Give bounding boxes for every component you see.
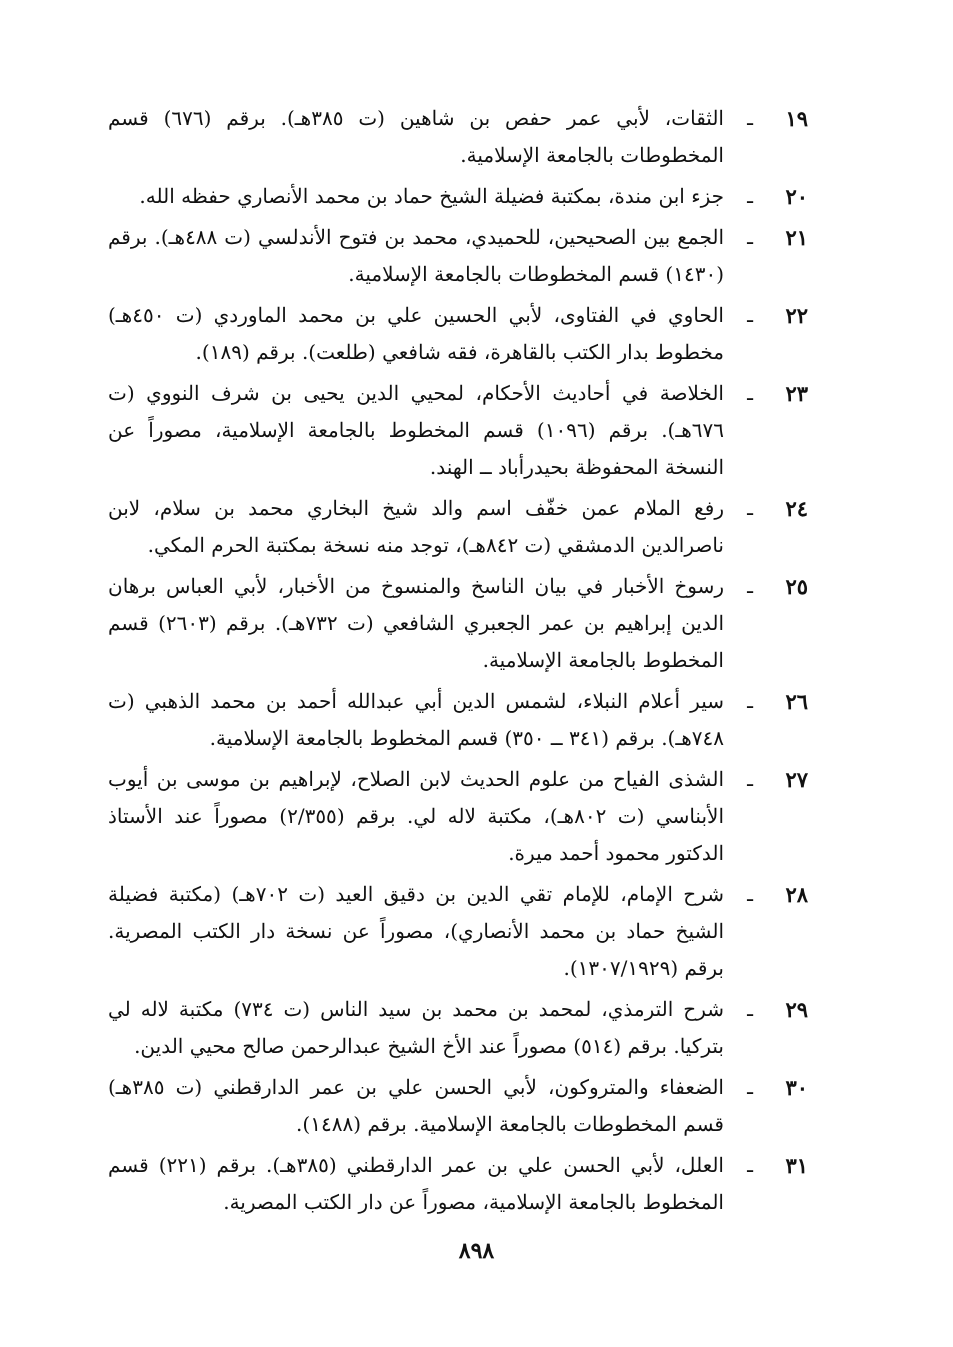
page-number: ٨٩٨	[458, 1238, 495, 1264]
bibliography-entry	[108, 761, 808, 872]
bibliography-entry	[108, 219, 808, 293]
entry-number: ٢٤	[785, 496, 808, 521]
entry-dash: ـ	[747, 381, 753, 405]
entry-text: العلل، لأبي الحسن علي بن عمر الدارقطني (٣٨٥هـ). برقم (٢٢١) قسم المخطوط بالجامعة الإسلامية، مصوراً عن دار الكتب المصرية.	[108, 1153, 724, 1214]
entry-text: رفع الملام عمن خفّف اسم والد شيخ البخاري محمد بن سلام، لابن ناصرالدين الدمشقي (ت ٨٤٢هـ)، توجد منه نسخة بمكتبة الحرم المكي.	[108, 496, 724, 557]
entry-number: ٢٥	[785, 574, 808, 599]
entry-number: ٣٠	[785, 1075, 808, 1100]
entry-number: ٢٣	[785, 381, 808, 406]
entry-number: ٢٠	[785, 184, 808, 209]
entry-dash: ـ	[747, 882, 753, 906]
bibliography-list	[108, 100, 808, 1225]
entry-number: ٢٧	[785, 767, 808, 792]
entry-text: شرح الإمام، للإمام تقي الدين بن دقيق العيد (ت ٧٠٢هـ) (مكتبة فضيلة الشيخ حماد بن محمد الأنصاري)، مصوراً عن نسخة دار الكتب المصرية. برقم (١٣٠٧/١٩٢٩).	[108, 882, 724, 980]
entry-dash: ـ	[747, 106, 753, 130]
entry-text: شرح الترمذي، لمحمد بن محمد بن سيد الناس (ت ٧٣٤) مكتبة لاله لي بتركيا. برقم (٥١٤) مصوراً عند الأخ الشيخ عبدالرحمن صالح محيي الدين.	[108, 997, 724, 1058]
bibliography-entry	[108, 178, 808, 215]
entry-dash: ـ	[747, 767, 753, 791]
entry-number: ٢١	[785, 225, 808, 250]
bibliography-entry	[108, 297, 808, 371]
entry-number: ٣١	[785, 1153, 808, 1178]
entry-text: الحاوي في الفتاوى، لأبي الحسين علي بن محمد الماوردي (ت ٤٥٠هـ) مخطوط بدار الكتب بالقاهرة، فقه شافعي (طلعت). برقم (١٨٩).	[108, 303, 724, 364]
bibliography-entry	[108, 100, 808, 174]
entry-text: جزء ابن مندة، بمكتبة فضيلة الشيخ حماد بن محمد الأنصاري حفظه الله.	[139, 184, 724, 208]
entry-dash: ـ	[747, 225, 753, 249]
entry-dash: ـ	[747, 1153, 753, 1177]
entry-number: ٢٦	[785, 689, 808, 714]
bibliography-entry	[108, 1147, 808, 1221]
entry-text: الثقات، لأبي عمر حفص بن شاهين (ت ٣٨٥هـ). برقم (٦٧٦) قسم المخطوطات بالجامعة الإسلامية.	[108, 106, 724, 167]
entry-text: الضعفاء والمتروكون، لأبي الحسن علي بن عمر الدارقطني (ت ٣٨٥هـ) قسم المخطوطات بالجامعة الإسلامية. برقم (١٤٨٨).	[108, 1075, 724, 1136]
entry-number: ٢٩	[785, 997, 808, 1022]
entry-dash: ـ	[747, 1075, 753, 1099]
entry-text: الشذى الفياح من علوم الحديث لابن الصلاح، لإبراهيم بن موسى بن أيوب الأبناسي (ت ٨٠٢هـ)، مكتبة لاله لي. برقم (٢/٣٥٥) مصوراً عند الأستاذ الدكتور محمود أحمد ميرة.	[108, 767, 725, 865]
entry-dash: ـ	[747, 574, 753, 598]
entry-dash: ـ	[747, 689, 753, 713]
bibliography-entry	[108, 490, 808, 564]
entry-number: ٢٢	[785, 303, 808, 328]
entry-text: الجمع بين الصحيحين، للحميدي، محمد بن فتوح الأندلسي (ت ٤٨٨هـ). برقم (١٤٣٠) قسم المخطوطات بالجامعة الإسلامية.	[108, 225, 724, 286]
entry-text: سير أعلام النبلاء، لشمس الدين أبي عبدالله أحمد بن محمد الذهبي (ت ٧٤٨هـ). برقم (٣٤١ ــ ٣٥٠) قسم المخطوط بالجامعة الإسلامية.	[108, 689, 724, 750]
bibliography-entry	[108, 683, 808, 757]
bibliography-entry	[108, 375, 808, 486]
entry-dash: ـ	[747, 997, 753, 1021]
entry-dash: ـ	[747, 303, 753, 327]
bibliography-entry	[108, 991, 808, 1065]
entry-dash: ـ	[747, 184, 753, 208]
entry-text: الخلاصة في أحاديث الأحكام، لمحيي الدين يحيى بن شرف النووي (ت ٦٧٦هـ). برقم (١٠٩٦) قسم المخطوط بالجامعة الإسلامية، مصوراً عن النسخة المحفوظة بحيدرأباد ــ الهند.	[108, 381, 725, 479]
entry-dash: ـ	[747, 496, 753, 520]
entry-number: ١٩	[785, 106, 808, 131]
bibliography-entry	[108, 876, 808, 987]
entry-number: ٢٨	[785, 882, 808, 907]
entry-text: رسوخ الأخبار في بيان الناسخ والمنسوخ من الأخبار، لأبي العباس برهان الدين إبراهيم بن عمر الجعبري الشافعي (ت ٧٣٢هـ). برقم (٢٦٠٣) قسم المخطوط بالجامعة الإسلامية.	[108, 574, 725, 672]
bibliography-entry	[108, 568, 808, 679]
bibliography-entry	[108, 1069, 808, 1143]
